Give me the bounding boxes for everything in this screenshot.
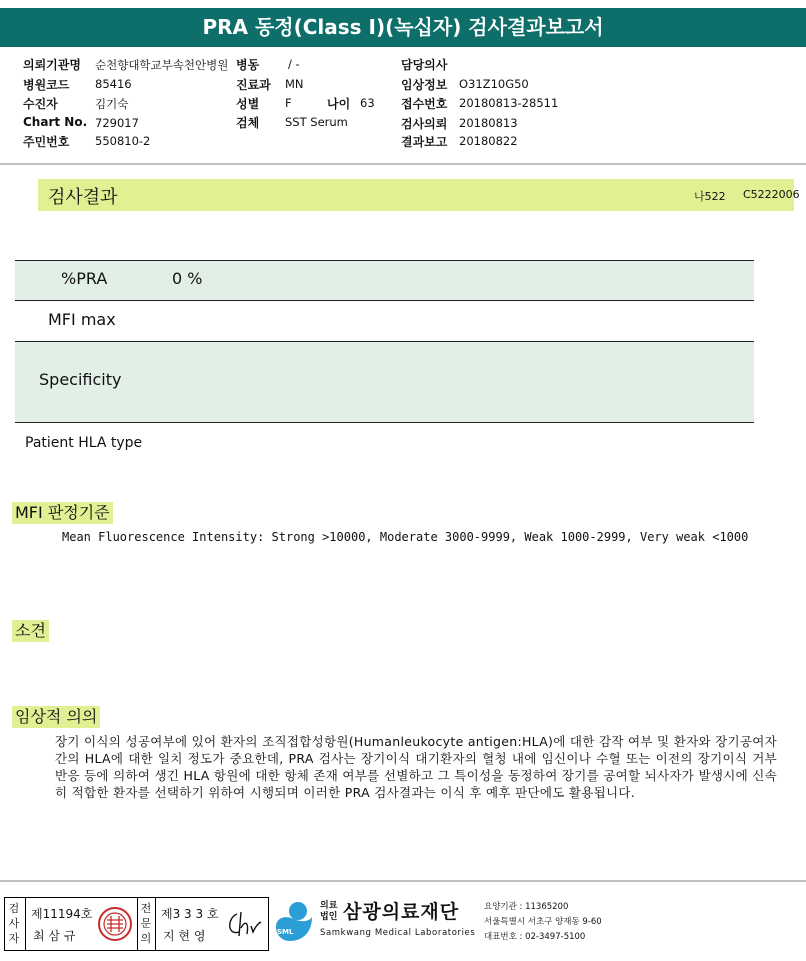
sig-divider-1 [25, 898, 26, 950]
foundation-address: 서울특별시 서초구 양재동 9-60 [484, 917, 602, 927]
approver-signature-icon [223, 906, 263, 942]
id-label: 주민번호 [23, 135, 70, 149]
request-value: 20180813 [459, 116, 518, 130]
foundation-phone: 대표번호 : 02-3497-5100 [484, 932, 586, 942]
institution-label: 의뢰기관명 [23, 58, 81, 72]
criteria-heading: MFI 판정기준 [12, 502, 113, 524]
specificity-row [15, 342, 754, 422]
results-heading: 검사결과 [48, 187, 118, 208]
clinical-info-value: O31Z10G50 [459, 77, 529, 91]
age-label: 나이 [327, 97, 351, 111]
clinical-heading: 임상적 의의 [12, 706, 100, 728]
ward-label: 병동 [236, 58, 260, 72]
chart-label: Chart No. [23, 115, 88, 129]
signature-box [4, 897, 269, 951]
sex-value: F [285, 96, 292, 110]
inspector-label: 검사자 [8, 902, 20, 945]
inspector-name: 최 삼 규 [33, 929, 76, 943]
footer-divider [0, 880, 806, 882]
request-label: 검사의뢰 [401, 117, 448, 131]
department-label: 진료과 [236, 78, 271, 92]
hospital-code-value: 85416 [95, 77, 132, 91]
sml-logo-text: SML [277, 928, 294, 936]
sml-logo-icon [272, 897, 316, 945]
result-code-a: 나522 [694, 190, 726, 203]
chart-value: 729017 [95, 116, 139, 130]
patient-value: 김기숙 [95, 97, 129, 111]
specimen-label: 검체 [236, 116, 260, 130]
specimen-value: SST Serum [285, 115, 348, 129]
hla-type-label: Patient HLA type [25, 435, 143, 451]
pra-row [15, 261, 754, 300]
mfi-label: MFI max [48, 310, 116, 329]
institution-value: 순천향대학교부속천안병원 [95, 58, 229, 72]
specificity-label: Specificity [39, 370, 122, 389]
result-code-b: C5222006 [743, 188, 800, 201]
foundation-type: 의료법인 [320, 901, 338, 922]
ward-value: / - [288, 57, 300, 71]
age-value: 63 [360, 96, 375, 110]
receipt-value: 20180813-28511 [459, 96, 559, 110]
inspector-seal-icon [97, 906, 133, 942]
mfi-row [15, 301, 754, 341]
results-heading-bar [38, 179, 800, 211]
hospital-code-label: 병원코드 [23, 78, 70, 92]
clinical-text: 장기 이식의 성공여부에 있어 환자의 조직접합성항원(Humanleukocyte antigen:HLA)에 대한 감작 여부 및 환자와 장기공여자간의 HLA에 대한 일치 정도가 중요한데, PRA 검사는 장기이식 대기환자의 혈청 내에 임신이나 수혈 또는 이전의 장기이식 거부반응 등에 의하여 생긴 HLA 항원에 대한 항체 존재 여부를 선별하고 그 특이성을 동정하여 장기를 공여할 뇌사자가 발생시에 신속히 적합한 환자를 선택하기 위하여 시행되며 이러한 PRA 검사결과는 이식 후 예후 판단에도 활용됩니다. [55, 734, 777, 800]
report-date-value: 20180822 [459, 134, 518, 148]
institution-code: 요양기관 : 11365200 [484, 902, 569, 912]
approver-name: 지 현 영 [163, 929, 206, 943]
foundation-name: 삼광의료재단 [343, 901, 460, 923]
receipt-label: 접수번호 [401, 97, 448, 111]
opinion-heading: 소견 [12, 620, 49, 642]
id-value: 550810-2 [95, 134, 151, 148]
doctor-label: 담당의사 [401, 58, 448, 72]
criteria-text: Mean Fluorescence Intensity: Strong >10000, Moderate 3000-9999, Weak 1000-2999, Very weak <1000 [62, 530, 749, 544]
sig-divider-3 [155, 898, 156, 950]
pra-value: 0 % [172, 269, 203, 288]
report-date-label: 결과보고 [401, 135, 448, 149]
report-title: PRA 동정(Class I)(녹십자) 검사결과보고서 [0, 8, 806, 47]
sex-label: 성별 [236, 97, 260, 111]
table-bottom-line [15, 422, 754, 423]
sig-divider-2 [137, 898, 138, 950]
pra-label: %PRA [61, 269, 108, 288]
approver-number: 제3 3 3 호 [161, 907, 219, 921]
department-value: MN [285, 77, 304, 91]
patient-info [0, 50, 806, 160]
clinical-info-label: 임상정보 [401, 78, 448, 92]
approver-label: 전문의 [140, 902, 152, 945]
foundation-english: Samkwang Medical Laboratories [320, 928, 476, 938]
inspector-number: 제11194호 [31, 907, 93, 921]
info-divider [0, 163, 806, 165]
patient-label: 수진자 [23, 97, 58, 111]
